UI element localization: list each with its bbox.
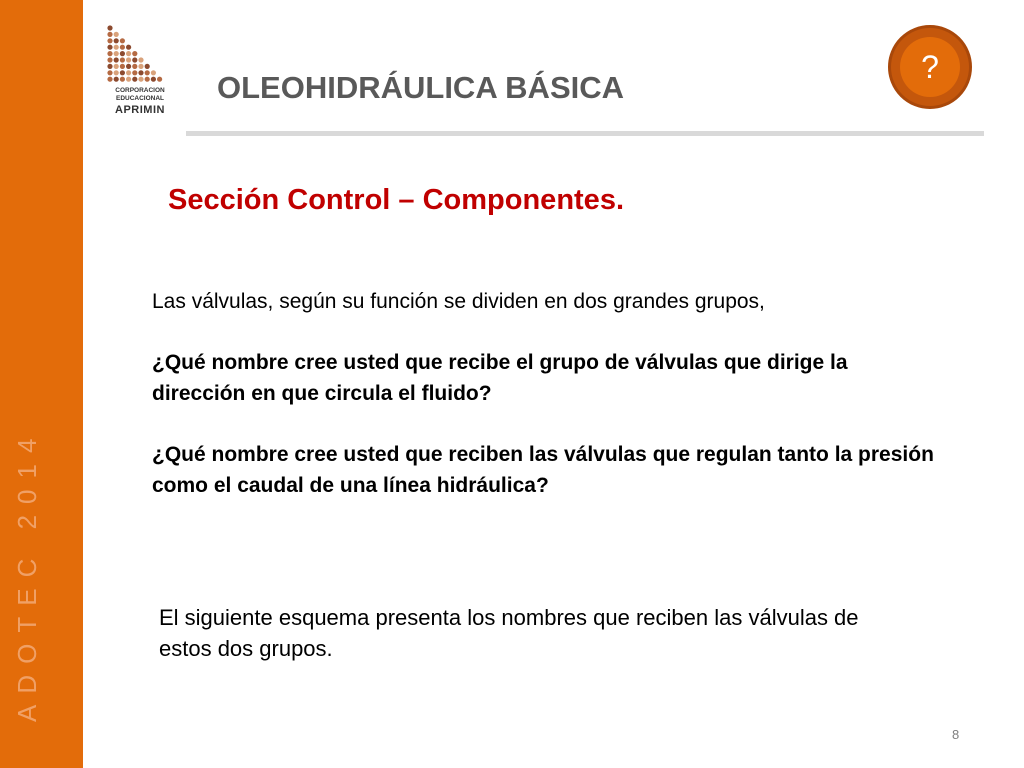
help-button[interactable] <box>888 25 972 109</box>
scheme-text: El siguiente esquema presenta los nombres que reciben las válvulas de estos dos grupos. <box>159 605 859 661</box>
sidebar-vertical-text: ADOTEC 2014 <box>12 427 42 722</box>
section-title: Sección Control – Componentes. <box>168 184 624 216</box>
header-divider <box>186 131 984 136</box>
logo-text-educacional: EDUCACIONAL <box>115 95 165 102</box>
dotted-triangle-logo-icon <box>104 24 176 86</box>
page-number: 8 <box>952 727 960 742</box>
question-1: ¿Qué nombre cree usted que recibe el grupo de válvulas que dirige la dirección en que circula el fluido? <box>152 351 848 405</box>
question-2: ¿Qué nombre cree usted que reciben las válvulas que regulan tanto la presión como el caudal de una línea hidráulica? <box>152 443 934 497</box>
question-circle-icon[interactable]: ? <box>900 37 960 97</box>
aprimin-logo <box>104 24 176 120</box>
slide-title: OLEOHIDRÁULICA BÁSICA <box>217 70 625 105</box>
intro-text: Las válvulas, según su función se dividen en dos grandes grupos, <box>152 290 765 313</box>
logo-text-aprimin: APRIMIN <box>115 104 165 116</box>
logo-text-corporacion: CORPORACION <box>115 87 165 94</box>
sidebar-band <box>0 0 83 768</box>
